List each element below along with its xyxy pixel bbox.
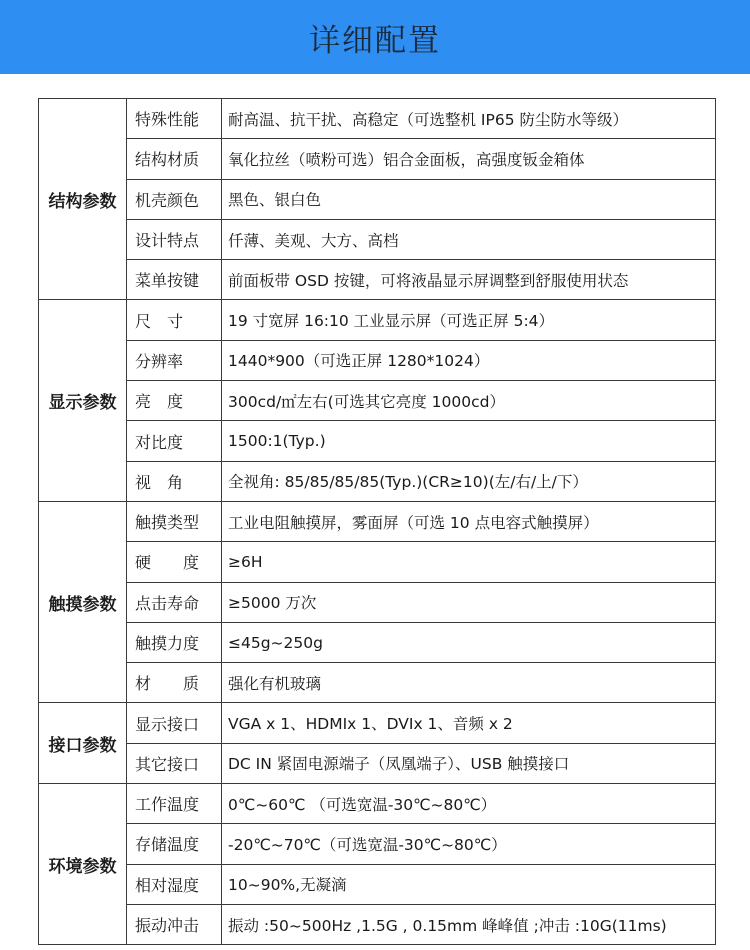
param-value: 氧化拉丝（喷粉可选）铝合金面板，高强度钣金箱体: [222, 139, 716, 179]
param-label: 特殊性能: [127, 99, 222, 139]
param-value: 1500:1(Typ.): [222, 421, 716, 461]
param-label: 视 角: [127, 461, 222, 501]
param-value: 黑色、银白色: [222, 179, 716, 219]
table-row: [39, 542, 716, 582]
param-label: 结构材质: [127, 139, 222, 179]
param-label: 振动冲击: [127, 904, 222, 944]
param-value: ≥6H: [222, 542, 716, 582]
param-label: 点击寿命: [127, 582, 222, 622]
param-value: 10~90%,无凝滴: [222, 864, 716, 904]
param-value: 0℃~60℃ （可选宽温-30℃~80℃）: [222, 784, 716, 824]
param-value: 300cd/㎡左右(可选其它亮度 1000cd）: [222, 381, 716, 421]
table-row: [39, 743, 716, 783]
param-value: -20℃~70℃（可选宽温-30℃~80℃）: [222, 824, 716, 864]
param-label: 分辨率: [127, 340, 222, 380]
param-label: 菜单按键: [127, 260, 222, 300]
param-value: DC IN 紧固电源端子（凤凰端子）、USB 触摸接口: [222, 743, 716, 783]
param-value: 全视角: 85/85/85/85(Typ.)(CR≥10)(左/右/上/下）: [222, 461, 716, 501]
group-label: 显示参数: [39, 300, 127, 501]
table-row: [39, 179, 716, 219]
table-row: [39, 864, 716, 904]
group-label: 结构参数: [39, 99, 127, 300]
param-label: 对比度: [127, 421, 222, 461]
param-label: 其它接口: [127, 743, 222, 783]
table-row: [39, 703, 716, 743]
param-label: 材 质: [127, 663, 222, 703]
param-value: 19 寸宽屏 16:10 工业显示屏（可选正屏 5:4）: [222, 300, 716, 340]
table-row: [39, 461, 716, 501]
param-label: 触摸力度: [127, 622, 222, 662]
param-label: 存储温度: [127, 824, 222, 864]
table-row: [39, 219, 716, 259]
table-row: [39, 340, 716, 380]
table-row: [39, 904, 716, 944]
param-label: 亮 度: [127, 381, 222, 421]
group-label: 环境参数: [39, 784, 127, 945]
param-label: 显示接口: [127, 703, 222, 743]
group-label: 触摸参数: [39, 501, 127, 702]
table-row: [39, 622, 716, 662]
table-row: [39, 663, 716, 703]
spec-table: [38, 98, 716, 945]
param-label: 硬 度: [127, 542, 222, 582]
table-row: [39, 824, 716, 864]
page-title: 详细配置: [309, 22, 441, 59]
param-value: 振动 :50~500Hz ,1.5G , 0.15mm 峰峰值 ;冲击 :10G(11ms): [222, 904, 716, 944]
param-value: 仟薄、美观、大方、高档: [222, 219, 716, 259]
param-value: VGA x 1、HDMIx 1、DVIx 1、音频 x 2: [222, 703, 716, 743]
table-row: [39, 501, 716, 541]
table-row: [39, 784, 716, 824]
table-row: [39, 421, 716, 461]
param-value: ≤45g~250g: [222, 622, 716, 662]
param-value: ≥5000 万次: [222, 582, 716, 622]
table-row: [39, 260, 716, 300]
param-value: 耐高温、抗干扰、高稳定（可选整机 IP65 防尘防水等级）: [222, 99, 716, 139]
group-label: 接口参数: [39, 703, 127, 784]
table-row: [39, 300, 716, 340]
param-label: 尺 寸: [127, 300, 222, 340]
param-label: 触摸类型: [127, 501, 222, 541]
table-row: [39, 582, 716, 622]
table-row: [39, 139, 716, 179]
table-row: [39, 99, 716, 139]
header-banner: [0, 0, 750, 74]
param-label: 工作温度: [127, 784, 222, 824]
param-value: 1440*900（可选正屏 1280*1024）: [222, 340, 716, 380]
param-value: 强化有机玻璃: [222, 663, 716, 703]
param-value: 工业电阻触摸屏，雾面屏（可选 10 点电容式触摸屏）: [222, 501, 716, 541]
param-label: 设计特点: [127, 219, 222, 259]
table-row: [39, 381, 716, 421]
param-label: 相对湿度: [127, 864, 222, 904]
param-value: 前面板带 OSD 按键，可将液晶显示屏调整到舒服使用状态: [222, 260, 716, 300]
param-label: 机壳颜色: [127, 179, 222, 219]
